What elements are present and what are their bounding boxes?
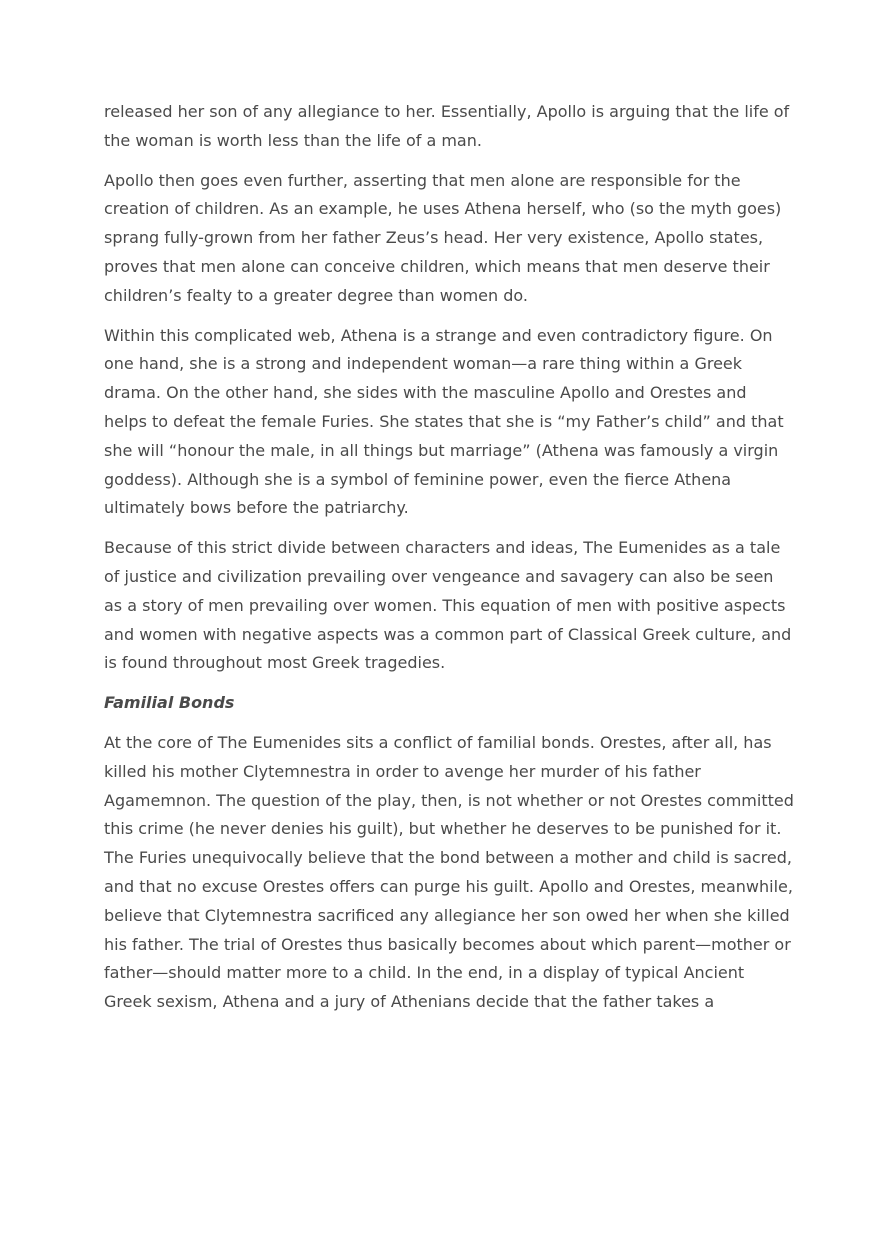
document-body (104, 98, 794, 1028)
section-heading-familial-bonds: Familial Bonds (104, 693, 235, 713)
paragraph-familial-bonds: At the core of The Eumenides sits a conflict of familial bonds. Orestes, after all, has killed his mother Clytemnestra in order to avenge her murder of his father Agamemnon. The question of the play, then, is not whether or not Orestes committed this crime (he never denies his guilt), but whether he deserves to be punished for it. The Furies unequivocally believe that the bond between a mother and child is sacred, and that no excuse Orestes offers can purge his guilt. Apollo and Orestes, meanwhile, believe that Clytemnestra sacrificed any allegiance her son owed her when she killed his father. The trial of Orestes thus basically becomes about which parent—mother or father—should matter more to a child. In the end, in a display of typical Ancient Greek sexism, Athena and a jury of Athenians decide that the father takes a (104, 732, 794, 1012)
paragraph-apollo-creation: Apollo then goes even further, asserting that men alone are responsible for the creation of children. As an example, he uses Athena herself, who (so the myth goes) sprang fully-grown from her father Zeus’s head. Her very existence, Apollo states, proves that men alone can conceive children, which means that men deserve their children’s fealty to a greater degree than women do. (104, 170, 782, 305)
paragraph-strict-divide: Because of this strict divide between characters and ideas, The Eumenides as a tale of justice and civilization prevailing over vengeance and savagery can also be seen as a story of men prevailing over women. This equation of men with positive aspects and women with negative aspects was a common part of Classical Greek culture, and is found throughout most Greek tragedies. (104, 538, 792, 673)
paragraph-allegiance: released her son of any allegiance to her. Essentially, Apollo is arguing that the life of the woman is worth less than the life of a man. (104, 102, 790, 150)
paragraph-athena-contradiction: Within this complicated web, Athena is a strange and even contradictory figure. On one hand, she is a strong and independent woman—a rare thing within a Greek drama. On the other hand, she sides with the masculine Apollo and Orestes and helps to defeat the female Furies. She states that she is “my Father’s child” and that she will “honour the male, in all things but marriage” (Athena was famously a virgin goddess). Although she is a symbol of feminine power, even the fierce Athena ultimately bows before the patriarchy. (104, 325, 784, 518)
